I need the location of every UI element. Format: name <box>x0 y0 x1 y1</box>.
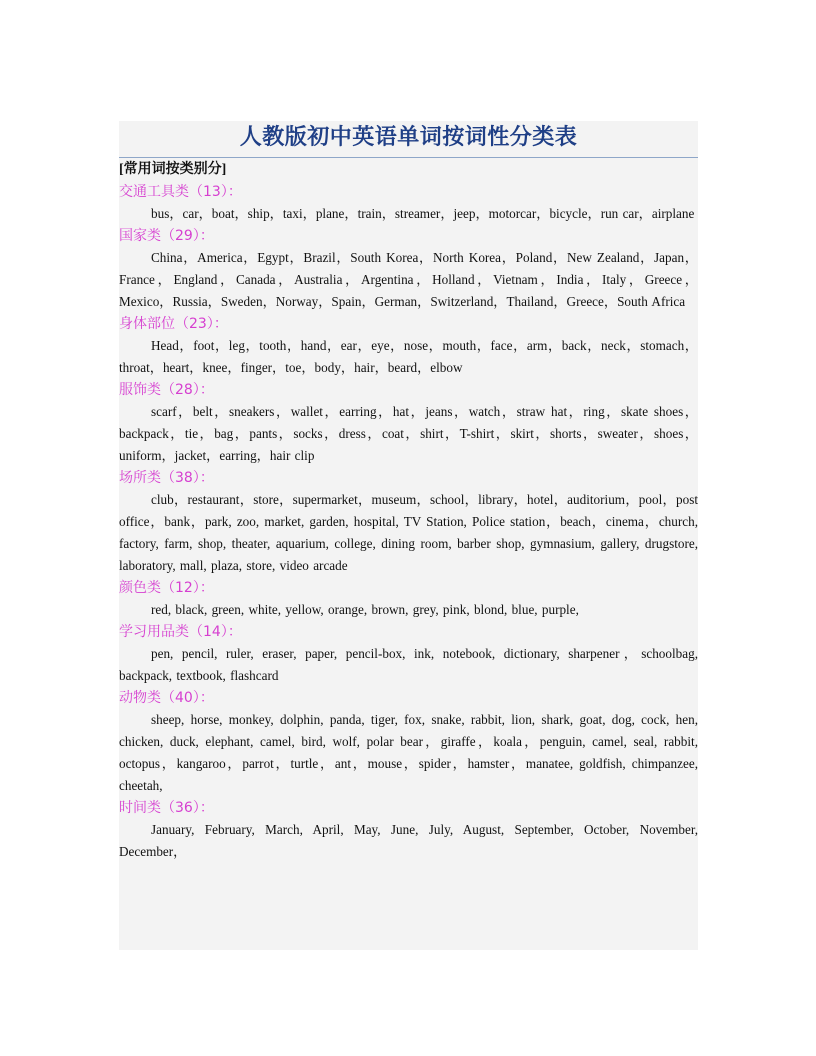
page-title: 人教版初中英语单词按词性分类表 <box>239 124 578 150</box>
vocab-section <box>119 467 698 577</box>
vocabulary-sections <box>119 181 698 863</box>
section-heading: 时间类（36）： <box>119 800 214 816</box>
section-heading: 国家类（29）： <box>119 228 214 244</box>
section-word-list: scarf，belt，sneakers，wallet，earring，hat，jeans，watch，straw hat，ring，skate shoes，backpack，tie，bag，pants，socks，dress，coat，shirt，T-shirt，skirt，shorts，sweater，shoes，uniform，jacket，earring，hair clip <box>119 404 698 463</box>
section-word-list: Head，foot，leg，tooth，hand，ear，eye，nose，mouth，face，arm，back，neck，stomach，throat，heart，knee，finger，toe，body，hair，beard，elbow <box>119 338 698 375</box>
section-heading: 动物类（40）： <box>119 690 214 706</box>
section-heading: 身体部位（23）： <box>119 316 228 332</box>
section-word-list: January, February, March, April, May, June, July, August, September, October, November, December， <box>119 822 698 859</box>
section-word-list: China，America，Egypt，Brazil，South Korea，North Korea，Poland，New Zealand，Japan，France，England，Canada，Australia，Argentina，Holland，Vietnam，India，Italy，Greece，Mexico，Russia，Sweden，Norway，Spain，German，Switzerland，Thailand，Greece，South Africa <box>119 250 698 309</box>
category-intro: [常用词按类别分] <box>119 162 227 177</box>
title-bar <box>119 121 698 158</box>
section-word-list: sheep, horse, monkey, dolphin, panda, tiger, fox, snake, rabbit, lion, shark, goat, dog, cock, hen, chicken, duck, elephant, camel, bird, wolf, polar bear，giraffe，koala，penguin, camel, seal, rabbit, octopus，kangaroo，parrot，turtle，ant，mouse，spider，hamster，manatee, goldfish, chimpanzee, cheetah, <box>119 712 698 793</box>
section-word-list: club，restaurant，store，supermarket，museum，school，library，hotel，auditorium，pool，post office，bank，park, zoo, market, garden, hospital, TV Station, Police station，beach，cinema，church, factory, farm, shop, theater, aquarium, college, dining room, barber shop, gymnasium, gallery, drugstore, laboratory, mall, plaza, store, video arcade <box>119 492 698 573</box>
vocab-section <box>119 577 698 621</box>
section-word-list: red, black, green, white, yellow, orange, brown, grey, pink, blond, blue, purple, <box>151 602 579 617</box>
section-heading: 场所类（38）： <box>119 470 214 486</box>
section-word-list: pen, pencil, ruler, eraser, paper, pencil-box, ink, notebook, dictionary, sharpener，schoolbag, backpack, textbook, flashcard <box>119 646 698 683</box>
section-word-list: bus，car，boat，ship，taxi，plane，train，streamer，jeep，motorcar，bicycle，run car，airplane <box>151 206 695 221</box>
section-heading: 服饰类（28）： <box>119 382 214 398</box>
document-page <box>119 121 698 950</box>
vocab-section <box>119 181 698 225</box>
section-heading: 交通工具类（13）： <box>119 184 242 200</box>
vocab-section <box>119 225 698 313</box>
section-heading: 颜色类（12）： <box>119 580 214 596</box>
vocab-section <box>119 379 698 467</box>
vocab-section <box>119 797 698 863</box>
section-heading: 学习用品类（14）： <box>119 624 242 640</box>
vocab-section <box>119 313 698 379</box>
vocab-section <box>119 687 698 797</box>
vocab-section <box>119 621 698 687</box>
